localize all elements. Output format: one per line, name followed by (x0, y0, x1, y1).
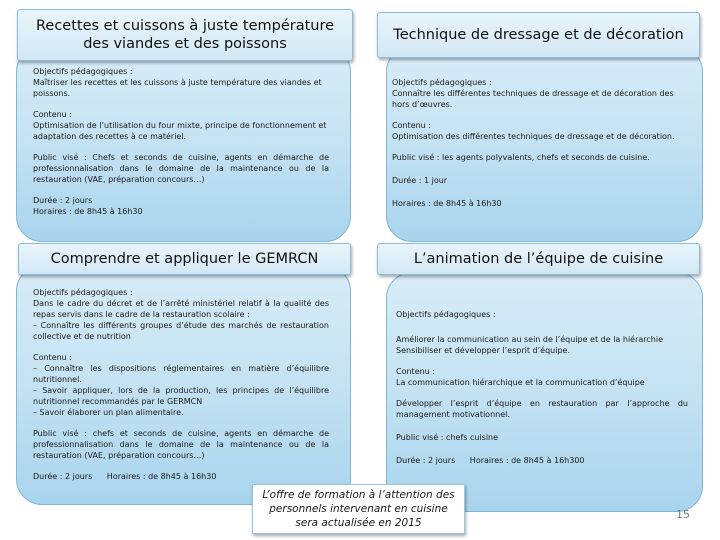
objectifs-label: Objectifs pédagogiques : (392, 78, 492, 87)
objectifs-label: Objectifs pédagogiques : (33, 288, 133, 297)
contenu-label: Contenu : (392, 121, 431, 130)
card-body-top-right (392, 77, 688, 219)
duree: Durée : 2 jours (396, 456, 456, 465)
card-title: Technique de dressage et de décoration (393, 27, 684, 43)
footer-note (252, 484, 465, 534)
footer-line: L’offre de formation à l’attention des (262, 489, 455, 501)
objectifs-text: Maîtriser les recettes et les cuissons à juste température des viandes et poissons. (33, 78, 322, 98)
contenu-label: Contenu : (396, 367, 435, 376)
card-body-bottom-left (33, 287, 329, 492)
objectifs-label: Objectifs pédagogiques : (33, 67, 133, 76)
public-vise: Public visé : chefs cuisine (396, 433, 499, 442)
duree: Durée : 2 jours (33, 196, 93, 205)
horaires: Horaires : de 8h45 à 16h30 (392, 199, 502, 208)
objectifs-text: Améliorer la communication au sein de l’équipe et de la hiérarchie (396, 335, 664, 344)
objectifs-text: Dans le cadre du décret et de l’arrêté ministériel relatif à la qualité des repas servis dans le cadre de la restauration scolaire : (33, 299, 329, 319)
horaires: Horaires : de 8h45 à 16h300 (469, 456, 585, 465)
horaires: Horaires : de 8h45 à 16h30 (106, 472, 217, 481)
card-title-top-right (377, 12, 700, 58)
duree: Durée : 1 jour (392, 176, 448, 185)
contenu-label: Contenu : (33, 353, 72, 362)
card-title-top-left (17, 9, 353, 61)
contenu-label: Contenu : (33, 110, 72, 119)
card-title: Comprendre et appliquer le GEMRCN (50, 251, 319, 267)
horaires: Horaires : de 8h45 à 16h30 (33, 207, 143, 216)
contenu-text: La communication hiérarchique et la communication d’équipe (396, 378, 645, 387)
contenu-item: – Savoir élaborer un plan alimentaire. (33, 408, 184, 417)
card-title-line: Recettes et cuissons à juste température (35, 18, 335, 34)
page-number: 15 (676, 508, 690, 521)
card-title: L’animation de l’équipe de cuisine (413, 251, 664, 267)
duree: Durée : 2 jours (33, 472, 93, 481)
objectifs-label: Objectifs pédagogiques : (396, 310, 496, 319)
footer-line: personnels intervenant en cuisine (269, 503, 448, 515)
card-body-top-left (33, 66, 329, 227)
card-title-line: des viandes et des poissons (83, 36, 287, 52)
contenu-text: Optimisation des différentes techniques de dressage et de décoration. (392, 132, 675, 141)
card-title-bottom-right (377, 243, 700, 275)
footer-line: sera actualisée en 2015 (295, 517, 422, 529)
objectifs-text: Connaître les différentes techniques de dressage et de décoration des hors d’œuvres. (392, 89, 674, 109)
public-vise: Public visé : Chefs et seconds de cuisine, agents en démarche de professionnalisation dans le domaine de la maintenance ou de la restauration (VAE, préparation concours…) (33, 153, 329, 184)
card-title-bottom-left (18, 243, 351, 275)
public-vise: Public visé : chefs et seconds de cuisine, agents en démarche de professionnalisation dans le domaine de la maintenance ou de la restauration (VAE, préparation concours…) (33, 429, 329, 460)
contenu-text: Développer l’esprit d’équipe en restauration par l’approche du management motivationnel. (396, 399, 688, 419)
public-vise: Public visé : les agents polyvalents, chefs et seconds de cuisine. (392, 153, 650, 162)
contenu-item: – Savoir appliquer, lors de la production, les principes de l’équilibre nutritionnel recommandés par le GERMCN (33, 386, 329, 406)
objectifs-text: Sensibiliser et développer l’esprit d’équipe. (396, 346, 570, 355)
contenu-text: Optimisation de l’utilisation du four mixte, principe de fonctionnement et adaptation des recettes à ce matériel. (33, 121, 327, 141)
card-body-bottom-right (396, 309, 688, 476)
contenu-item: – Connaître les dispositions réglementaires en matière d’équilibre nutritionnel. (33, 364, 329, 384)
objectifs-text: – Connaître les différents groupes d’étude des marchés de restauration collective et de nutrition (33, 321, 329, 341)
